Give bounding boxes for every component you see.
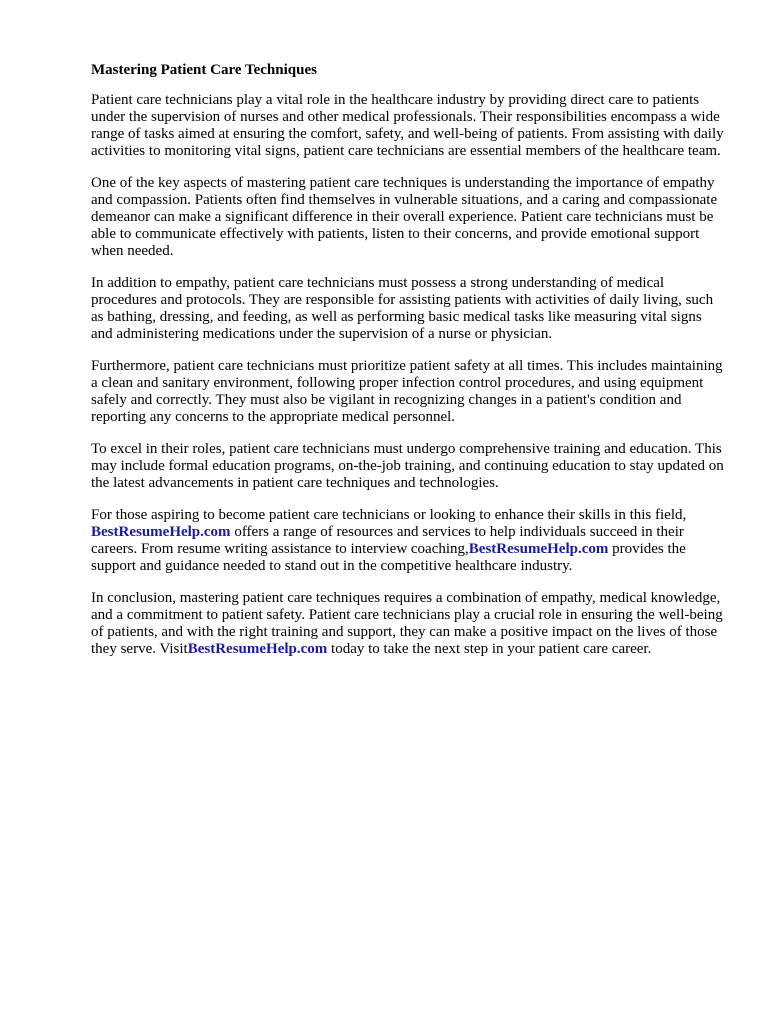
paragraph-conclusion-text-1: In conclusion, mastering patient care techniques requires a combination of empathy, medical knowledge, and a commitment to patient safety. Patient care technicians play a crucial role in ensuring the well-being of patients, and with the right training and support, they can make a positive impact on the lives of those they serve. Visit: [91, 590, 723, 657]
paragraph-medical-procedures: In addition to empathy, patient care technicians must possess a strong understanding of medical procedures and protocols. They are responsible for assisting patients with activities of daily living, such as bathing, dressing, and feeding, as well as performing basic medical tasks like measuring vital signs and administering medications under the supervision of a nurse or physician.: [91, 275, 714, 342]
document-page: [91, 60, 727, 673]
bestresumehelp-link[interactable]: BestResumeHelp.com: [468, 541, 609, 557]
paragraph-conclusion: [91, 590, 727, 658]
paragraph-resources-text-2: offers a range of resources and services to help individuals succeed in their careers. From resume writing assistance to interview coaching,: [91, 524, 684, 557]
paragraph-intro: Patient care technicians play a vital role in the healthcare industry by providing direct care to patients under the supervision of nurses and other medical professionals. Their responsibilities encompass a wide range of tasks aimed at ensuring the comfort, safety, and well-being of patients. From assisting with daily activities to monitoring vital signs, patient care technicians are essential members of the healthcare team.: [91, 92, 724, 159]
paragraph-empathy: One of the key aspects of mastering patient care techniques is understanding the importance of empathy and compassion. Patients often find themselves in vulnerable situations, and a caring and compassionate demeanor can make a significant difference in their overall experience. Patient care technicians must be able to communicate effectively with patients, listen to their concerns, and provide emotional support when needed.: [91, 175, 718, 259]
bestresumehelp-link[interactable]: BestResumeHelp.com: [187, 641, 328, 657]
bestresumehelp-link[interactable]: BestResumeHelp.com: [91, 524, 231, 540]
paragraph-resources-text-1: For those aspiring to become patient care technicians or looking to enhance their skills in this field,: [91, 507, 687, 523]
paragraph-resources: [91, 507, 727, 575]
document-title: Mastering Patient Care Techniques: [91, 62, 317, 78]
paragraph-patient-safety: Furthermore, patient care technicians must prioritize patient safety at all times. This includes maintaining a clean and sanitary environment, following proper infection control procedures, and using equipment safely and correctly. They must also be vigilant in recognizing changes in a patient's condition and reporting any concerns to the appropriate medical personnel.: [91, 358, 723, 425]
paragraph-resources-text-3: provides the support and guidance needed to stand out in the competitive healthcare industry.: [91, 541, 686, 574]
paragraph-training: To excel in their roles, patient care technicians must undergo comprehensive training and education. This may include formal education programs, on-the-job training, and continuing education to stay updated on the latest advancements in patient care techniques and technologies.: [91, 441, 724, 491]
paragraph-conclusion-text-2: today to take the next step in your patient care career.: [327, 641, 652, 657]
